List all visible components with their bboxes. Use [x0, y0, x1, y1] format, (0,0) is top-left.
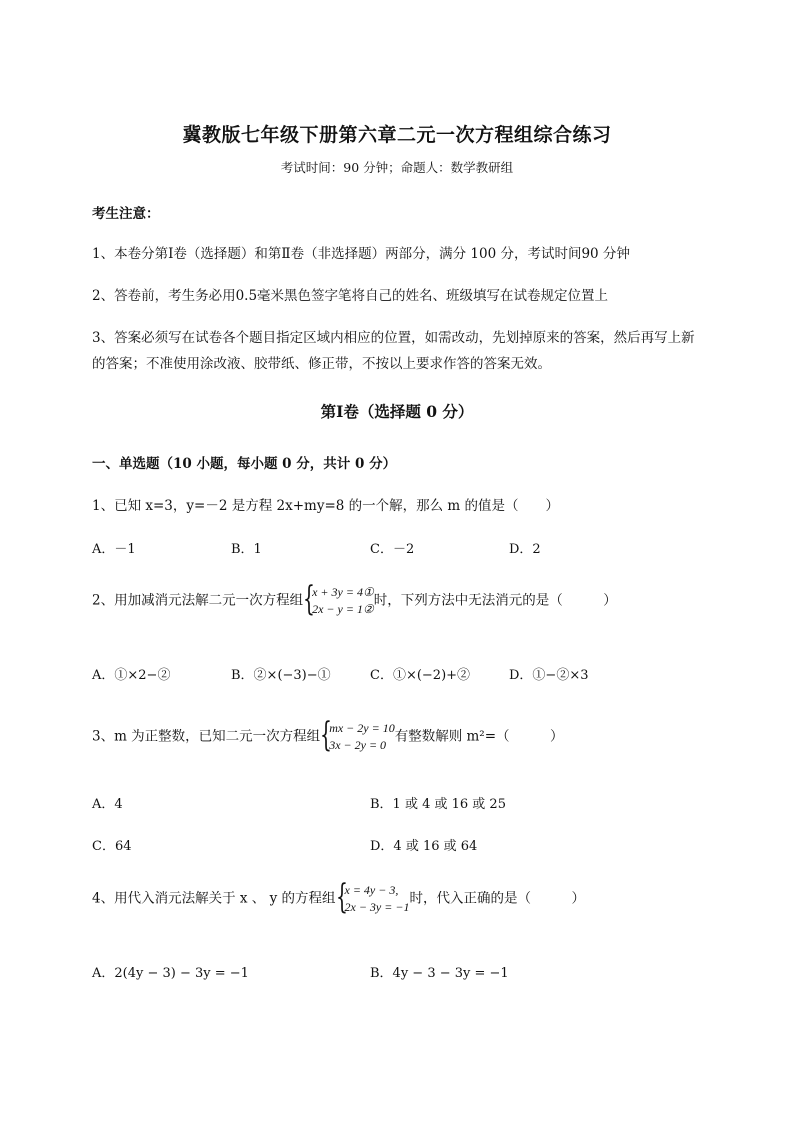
brace-icon: { [335, 877, 348, 917]
question-1-stem: 1、已知 x=3，y=－2 是方程 2x+my=8 的一个解，那么 m 的值是（ ） [92, 498, 560, 514]
question-1-option-c: C．－2 [370, 542, 415, 557]
brace-icon: { [303, 579, 315, 619]
question-2-stem-pre: 2、用加减消元法解二元一次方程组 [92, 592, 304, 609]
equation-line-1: x + 3y = 4① [312, 585, 374, 599]
exam-info: 考试时间：90 分钟；命题人：数学教研组 [280, 160, 514, 175]
question-3-stem-pre: 3、m 为正整数，已知二元一次方程组 [92, 728, 321, 745]
question-3-option-b: B．1 或 4 或 16 或 25 [370, 797, 506, 812]
question-3-stem-post: 有整数解则 m²=（ ） [394, 728, 564, 745]
question-2-option-d: D．①−②×3 [509, 668, 589, 683]
question-3-option-c: C．64 [92, 839, 132, 854]
question-4-stem-post: 时，代入正确的是（ ） [409, 890, 585, 907]
question-3-equation-system [320, 715, 395, 755]
part-heading: 一、单选题（10 小题，每小题 0 分，共计 0 分） [92, 456, 397, 472]
question-3-option-a: A．4 [92, 797, 123, 812]
note-item-2: 2、答卷前，考生务必用0.5毫米黑色签字笔将自己的姓名、班级填写在试卷规定位置上 [92, 288, 609, 304]
question-4-option-a: A．2(4y − 3) − 3y = −1 [92, 966, 249, 981]
section-title: 第Ⅰ卷（选择题 0 分） [320, 402, 474, 421]
note-item-3-line1: 3、答案必须写在试卷各个题目指定区域内相应的位置，如需改动，先划掉原来的答案，然后再写上新 [92, 330, 695, 346]
equation-line-1: x = 4y − 3, [344, 883, 399, 897]
question-1-option-d: D．2 [509, 542, 541, 557]
question-3-stem [92, 715, 564, 755]
question-4-option-b: B．4y − 3 − 3y = −1 [370, 966, 509, 981]
equation-line-2: 2x − 3y = −1 [344, 900, 410, 914]
question-2-equation-system [303, 579, 374, 619]
question-3-option-d: D．4 或 16 或 64 [370, 839, 478, 854]
question-2-option-c: C．①×(−2)+② [370, 668, 471, 683]
question-1-option-b: B．1 [231, 542, 262, 557]
question-1-option-a: A．－1 [92, 542, 136, 557]
equation-line-2: 3x − 2y = 0 [329, 738, 387, 752]
question-4-equation-system [335, 877, 410, 917]
equation-line-1: mx − 2y = 10 [329, 721, 395, 735]
equation-line-2: 2x − y = 1② [312, 602, 374, 616]
page-title: 冀教版七年级下册第六章二元一次方程组综合练习 [182, 124, 612, 146]
notes-heading: 考生注意： [92, 206, 160, 222]
note-item-1: 1、本卷分第Ⅰ卷（选择题）和第Ⅱ卷（非选择题）两部分，满分 100 分，考试时间90 分钟 [92, 246, 630, 262]
question-2-option-b: B．②×(−3)−① [231, 668, 331, 683]
brace-icon: { [320, 715, 333, 755]
question-2-stem-post: 时，下列方法中无法消元的是（ ） [373, 592, 617, 609]
question-2-option-a: A．①×2−② [92, 668, 171, 683]
question-4-stem [92, 877, 585, 917]
question-2-stem [92, 579, 617, 619]
question-4-stem-pre: 4、用代入消元法解关于 x 、 y 的方程组 [92, 890, 336, 907]
note-item-3-line2: 的答案；不准使用涂改液、胶带纸、修正带，不按以上要求作答的答案无效。 [92, 356, 551, 372]
